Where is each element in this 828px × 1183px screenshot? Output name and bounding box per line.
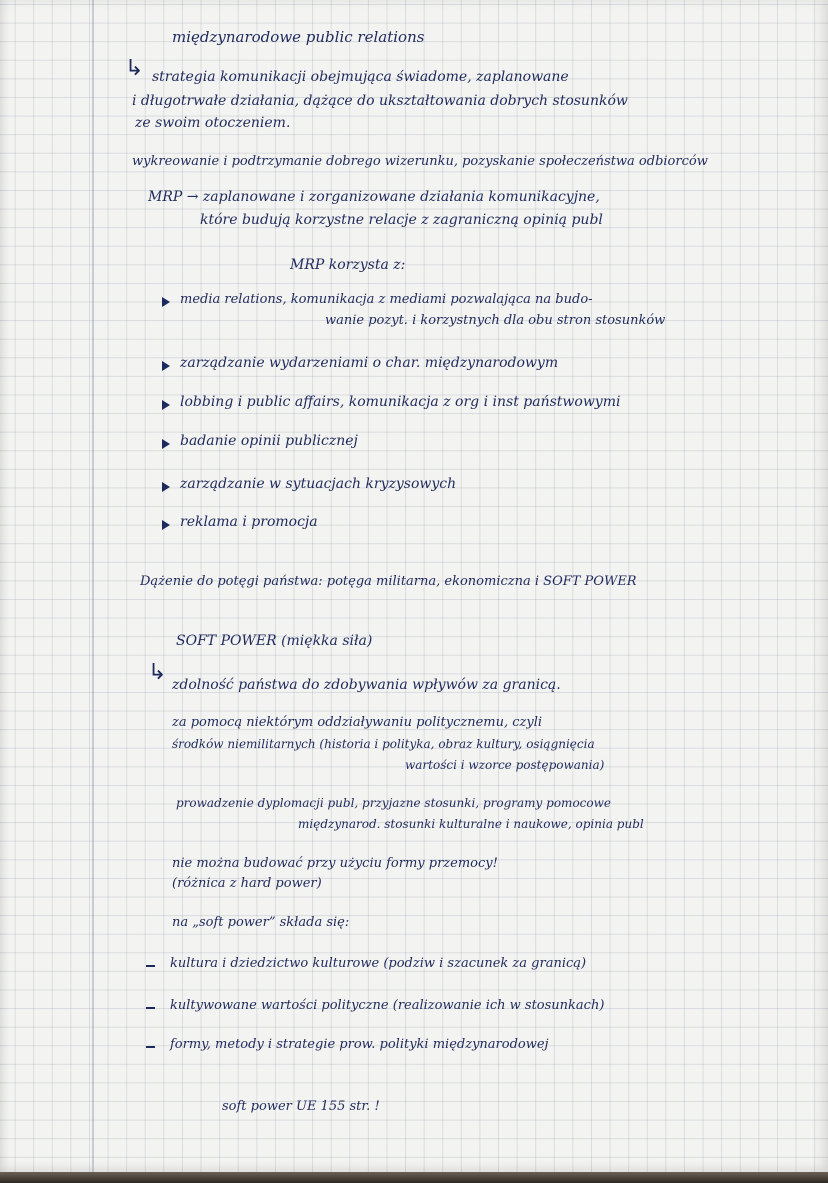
mrp-definition-line-1: MRP → zaplanowane i zorganizowane działania komunikacyjne, [148, 189, 600, 205]
bullet-triangle-icon [162, 482, 170, 492]
bullet-dash-icon [146, 1007, 155, 1009]
soft-power-means-line-1: za pomocą niektórym oddziaływaniu politycznemu, czyli [172, 715, 543, 730]
mrp-tool-3: lobbing i public affairs, komunikacja z org i inst państwowymi [180, 394, 621, 410]
bullet-triangle-icon [162, 400, 170, 410]
margin-line [92, 0, 94, 1172]
arrow-hook-icon: ↳ [148, 660, 167, 685]
bullet-triangle-icon [162, 520, 170, 530]
mrp-tool-5: zarządzanie w sytuacjach kryzysowych [180, 476, 457, 492]
arrow-hook-icon: ↳ [125, 56, 144, 81]
soft-power-component-2: kultywowane wartości polityczne (realizowanie ich w stosunkach) [170, 998, 605, 1013]
definition-line-1: strategia komunikacji obejmująca świadome, zaplanowane [152, 69, 569, 85]
goal-line: wykreowanie i podtrzymanie dobrego wizerunku, pozyskanie społeczeństwa odbiorców [132, 154, 708, 169]
power-line: Dążenie do potęgi państwa: potęga militarna, ekonomiczna i SOFT POWER [140, 574, 637, 589]
mrp-tool-1-line-2: wanie pozyt. i korzystnych dla obu stron stosunków [325, 313, 666, 328]
mrp-tool-1-line-1: media relations, komunikacja z mediami pozwalająca na budo- [180, 292, 593, 307]
mrp-tool-4: badanie opinii publicznej [180, 433, 358, 449]
soft-power-warning-line-1: nie można budować przy użyciu formy przemocy! [172, 856, 498, 871]
soft-power-component-1: kultura i dziedzictwo kulturowe (podziw i szacunek za granicą) [170, 956, 587, 971]
soft-power-components-heading: na „soft power” składa się: [172, 915, 350, 930]
page-bottom-edge [0, 1172, 828, 1183]
definition-line-2: i długotrwałe działania, dążące do ukształtowania dobrych stosunków [132, 93, 628, 109]
definition-line-3: ze swoim otoczeniem. [135, 115, 291, 131]
bullet-triangle-icon [162, 439, 170, 449]
soft-power-conduct-line-1: prowadzenie dyplomacji publ, przyjazne stosunki, programy pomocowe [176, 796, 611, 810]
bullet-triangle-icon [162, 361, 170, 371]
soft-power-component-3: formy, metody i strategie prow. polityki międzynarodowej [170, 1037, 549, 1052]
page-title: międzynarodowe public relations [172, 28, 425, 46]
bullet-dash-icon [146, 1046, 155, 1048]
bullet-dash-icon [146, 965, 155, 967]
mrp-definition-line-2: które budują korzystne relacje z zagraniczną opinią publ [200, 212, 603, 228]
mrp-tool-2: zarządzanie wydarzeniami o char. międzynarodowym [180, 355, 559, 371]
mrp-tool-6: reklama i promocja [180, 514, 318, 530]
soft-power-means-line-2: środków niemilitarnych (historia i polityka, obraz kultury, osiągnięcia [172, 737, 595, 751]
soft-power-means-line-3: wartości i wzorce postępowania) [405, 758, 605, 772]
soft-power-warning-line-2: (różnica z hard power) [172, 876, 322, 891]
soft-power-reference-note: soft power UE 155 str. ! [222, 1099, 380, 1114]
bullet-triangle-icon [162, 297, 170, 307]
page-edge-shadow [0, 0, 10, 1172]
soft-power-conduct-line-2: międzynarod. stosunki kulturalne i naukowe, opinia publ [298, 817, 644, 831]
soft-power-definition: zdolność państwa do zdobywania wpływów za granicą. [172, 677, 561, 693]
soft-power-heading: SOFT POWER (miękka siła) [176, 633, 373, 649]
mrp-uses-heading: MRP korzysta z: [290, 257, 406, 273]
